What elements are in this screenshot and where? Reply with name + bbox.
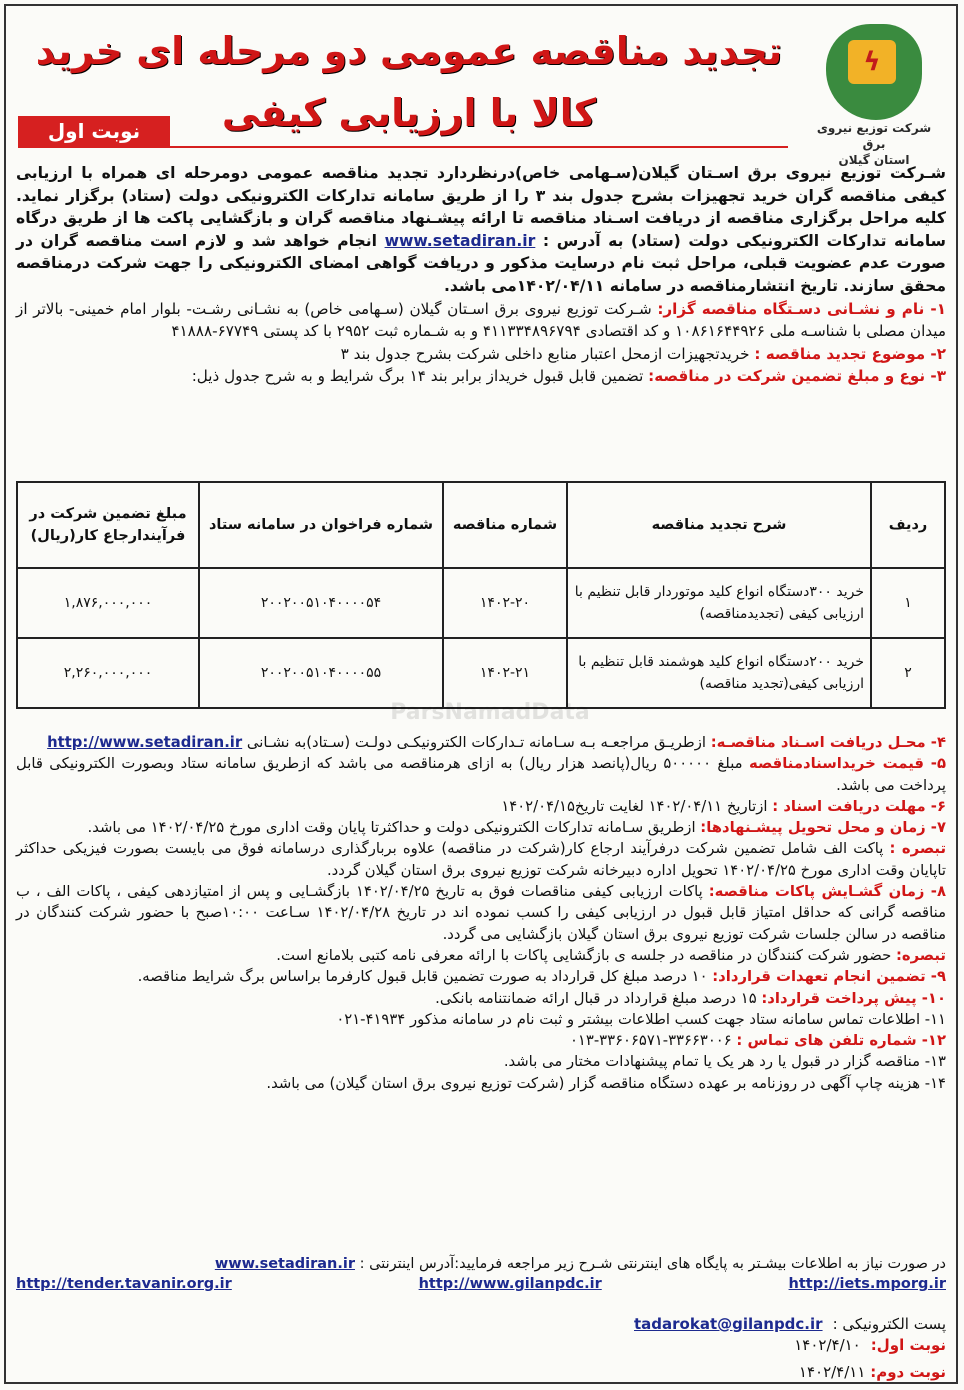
note-2-text: حضور شرکت کنندگان در مناقصه در جلسه ی بازگشایی پاکات با ارائه معرفی نامه کتبی بلامانع است. [276,946,892,964]
first-publish-line [16,1335,946,1356]
item-4-text: ازطریـق مراجعـه بـه سـامانه تـدارکات الکترونیکـی دولـت (سـتاد)به نشـانی [246,734,706,751]
item-10-heading: ۱۰- پیش پرداخت قرارداد: [761,989,946,1007]
tender-table [16,481,946,709]
item-10-text: ۱۵ درصد مبلغ قرارداد در قبال ارائه ضمانتنامه بانکی. [435,989,757,1007]
intro-paragraph [16,162,946,298]
item-12-heading: ۱۲- شماره تلفن های تماس : [736,1032,946,1050]
note-1 [16,838,946,881]
links-row-1 [16,1274,946,1294]
email-line [16,1314,946,1335]
note-2 [16,945,946,966]
cell-number: ۱۴۰۲-۲۱ [443,638,567,708]
item-11: ۱۱- اطلاعات تماس سامانه ستاد جهت کسب اطلاعات بیشتر و ثبت نام در سامانه مذکور ۴۱۹۳۴-۰۲۱ [336,1010,946,1028]
page-title: تجدید مناقصه عمومی دو مرحله ای خرید کالا با ارزیابی کیفی [35,29,783,135]
intro-text-cont: انجام خواهد شد و لازم است مناقصه گران در صورت عدم عضویت قبلی، مراحل ثبت نام درسایت مذکور و دریافت گواهی امضای الکترونیکی را جهت شرکت درمناقصه محقق سازند. تاریخ انتشارمناقصه در سامانه ۱۴۰۲/۰۴/۱۱می باشد. [16,231,946,295]
cell-desc: خرید ۲۰۰دستگاه انواع کلید هوشمند قابل تنظیم با ارزیابی کیفی(تجدید مناقصه) [567,638,871,708]
col-radif: ردیف [871,482,945,568]
logo-caption [806,120,942,168]
item-2-heading: ۲- موضوع تجدید مناقصه : [754,344,946,363]
item-8-text: پاکات ارزیابی کیفی مناقصات فوق به تاریخ ۱۴۰۲/۰۴/۲۵ بازگشـایی و پس از امتیازدهی کیفی ، پاکات الف ، ب مناقصه گرانی که حداقل امتیاز قابل قبول در ارزیابی کیفی را کسب نموده اند در تاریخ ۱۴۰۲/۰۴/۲۸ سـاعت ۱۰:۰۰صبح با حضور شرکت کنندگان در مناقصه در سالن جلسات شرکت توزیع نیروی برق استان گیلان بازگشایی می گردد. [16,883,946,943]
note-1-heading: تبصره : [889,840,946,858]
item-6-text: ازتاریخ ۱۴۰۲/۰۴/۱۱ لغایت تاریخ۱۴۰۲/۰۴/۱۵ [501,797,768,815]
item-9-text: ۱۰ درصد مبلغ کل قرارداد به صورت تضمین قابل قبول کارفرما براساس برگ شرایط مناقصه. [137,968,708,986]
note-1-text: پاکت الف شامل تضمین شرکت درفرآیند ارجاع کار(شرکت در مناقصه) علاوه بربارگذاری درسامانه فوق می بایست بصورت فیزیکی حداکثر تاپایان وقت اداری مورخ ۱۴۰۲/۰۴/۲۵ تحویل اداره دبیرخانه شرکت توزیع نیروی برق استان گیلان گردد. [16,840,946,879]
setad-url-link[interactable]: http://www.setadiran.ir [47,734,243,751]
item-1 [16,298,946,343]
second-publish-date: ۱۴۰۲/۴/۱۱ [798,1363,866,1381]
intro-text: شـرکت توزیع نیروی برق اسـتان گیلان(سـهامی خاص)درنظردارد تجدید مناقصه عمومی دومرحله ای همراه با ارزیابی کیفی مناقصه گران خرید تجهیزات بشرح جدول بند ۳ را از طریق سامانه تدارکات الکترونیکی دولت (ستاد) برگزار نماید. کلیه مراحل برگزاری مناقصه از دریافت اسـناد مناقصه تا ارائه پیشـنهاد مناقصه گران و بازگشایی پاکت ها از طریق درگاه سامانه تدارکات الکترونیکی دولت (ستاد) به آدرس : [16,164,947,250]
col-desc: شرح تجدید مناقصه [567,482,871,568]
email-link[interactable]: tadarokat@gilanpdc.ir [634,1315,823,1333]
first-publish-label: نوبت اول: [870,1336,946,1354]
item-14: ۱۴- هزینه چاپ آگهی در روزنامه بر عهده دستگاه مناقصه گزار (شرکت توزیع نیروی برق استان گیلان) می باشد. [266,1074,946,1092]
item-12 [16,1030,946,1051]
cell-radif: ۱ [871,568,945,638]
more-info-text: در صورت نیاز به اطلاعات بیشـتر به پایگاه های اینترنتی شـرح زیر مراجعه فرمایید:آدرس اینترنتی : [359,1256,946,1272]
item-4-heading: ۴- محـل دریافت اسـناد مناقصـه: [710,734,946,751]
item-13: ۱۳- مناقصه گزار در قبول یا رد هر یک یا تمام پیشنهادات مختار می باشد. [503,1053,946,1071]
item-8-heading: ۸- زمان گشـایش پاکات مناقصه: [708,883,946,901]
nobat-badge: نوبت اول [18,116,170,146]
logo-text-line1: شرکت توزیع نیروی برق [816,121,932,151]
item-2 [16,343,946,366]
footer [16,1314,946,1356]
cell-call-number: ۲۰۰۲۰۰۵۱۰۴۰۰۰۰۵۴ [199,568,443,638]
second-publish-label: نوبت دوم: [870,1363,946,1381]
cell-radif: ۲ [871,638,945,708]
cell-amount: ۲,۲۶۰,۰۰۰,۰۰۰ [17,638,199,708]
item-7-text: ازطریق سـامانه تدارکات الکترونیکی دولت و حداکثرتا پایان وقت اداری مورخ ۱۴۰۲/۰۴/۲۵ می باشد. [87,819,696,837]
item-10 [16,988,946,1009]
cell-amount: ۱,۸۷۶,۰۰۰,۰۰۰ [17,568,199,638]
item-8 [16,881,946,945]
second-publish-line [16,1362,946,1383]
setad-link[interactable]: www.setadiran.ir [384,231,536,250]
table-row [17,638,945,708]
lightning-icon: ϟ [848,40,896,84]
note-2-heading: تبصره: [895,946,946,964]
conditions-section [16,732,946,1094]
table-row [17,568,945,638]
item-1-text: شـرکت توزیع نیروی برق اسـتان گیلان (سـهامی خاص) به نشـانی رشـت- بلوار امام خمینی- بالاتر از میدان مصلی با شناسـه ملی ۱۰۸۶۱۶۴۴۹۲۶ و کد اقتصادی ۴۱۱۳۳۴۸۹۶۷۹۴ و به شـماره ثبت ۲۹۵۲ با کد پستی ۶۷۷۴۹-۴۱۸۸۸ [16,299,946,341]
divider [18,146,788,148]
item-6-heading: ۶- مهلت دریافت اسناد : [772,797,946,815]
col-number: شماره مناقصه [443,482,567,568]
item-9 [16,966,946,987]
item-12-text: ۳۳۶۶۳۰۰۶-۳۳۶۰۶۵۷۱-۰۱۳ [569,1032,732,1050]
intro-section [16,162,946,388]
link-setadiran[interactable]: www.setadiran.ir [214,1256,355,1272]
item-5-text: مبلغ ۵۰۰۰۰۰ ریال(پانصد هزار ریال) به ازای هرمناقصه می باشد که ازطریق سامانه ستاد وبصورت الکترونیکی قابل پرداخت می باشد. [16,755,946,794]
item-3-text: تضمین قابل قبول خریداز برابر بند ۱۴ برگ شرایط و به شرح جدول ذیل: [191,367,644,386]
cell-call-number: ۲۰۰۲۰۰۵۱۰۴۰۰۰۰۵۵ [199,638,443,708]
link-tavanir[interactable]: http://tender.tavanir.org.ir [16,1276,232,1292]
item-3 [16,365,946,388]
links-section [16,1254,946,1294]
item-7 [16,817,946,838]
item-5 [16,753,946,796]
more-info-line [16,1254,946,1274]
logo-text-line2: استان گیلان [838,153,910,167]
item-2-text: خریدتجهیزات ازمحل اعتبار منابع داخلی شرکت بشرح جدول بند ۳ [340,344,750,363]
item-4 [16,732,946,753]
item-1-heading: ۱- نام و نشـانی دسـتگاه مناقصه گزار: [657,299,946,318]
table-header-row [17,482,945,568]
col-amount: مبلغ تضمین شرکت در فرآیندارجاع کار(ریال) [17,482,199,568]
item-7-heading: ۷- زمان و محل تحویل پیشـنهادها: [700,819,946,837]
first-publish-date: ۱۴۰۲/۴/۱۰ [794,1336,861,1354]
cell-number: ۱۴۰۲-۲۰ [443,568,567,638]
item-6 [16,796,946,817]
item-3-heading: ۳- نوع و مبلغ تضمین شرکت در مناقصه: [648,367,946,386]
item-9-heading: ۹- تضمین انجام تعهدات قرارداد: [712,968,946,986]
link-iets[interactable]: http://iets.mporg.ir [788,1276,946,1292]
item-5-heading: ۵- قیمت خریداسنادمناقصه [749,755,946,773]
watermark: ParsNamadData [390,700,590,725]
company-logo [804,16,944,166]
col-call-number: شماره فراخوان در سامانه ستاد [199,482,443,568]
cell-desc: خرید ۳۰۰دستگاه انواع کلید موتوردار قابل تنظیم با ارزیابی کیفی (تجدیدمناقصه) [567,568,871,638]
email-label: پست الکترونیکی : [832,1315,946,1333]
link-gilanpdc[interactable]: http://www.gilanpdc.ir [418,1276,602,1292]
